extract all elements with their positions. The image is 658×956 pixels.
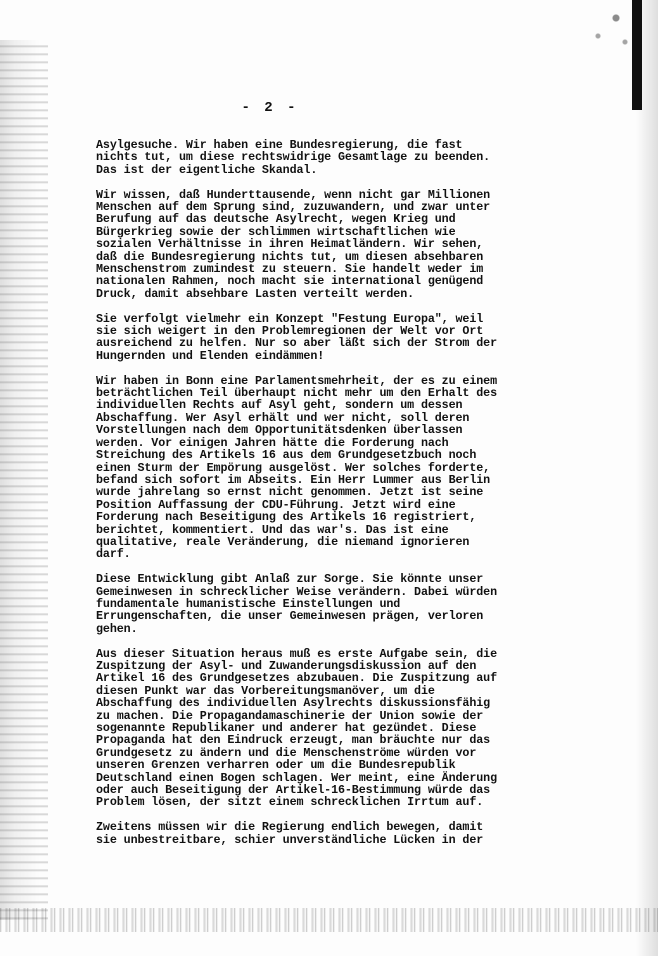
text-line: Gemeinwesen in schrecklicher Weise verändern. Dabei würden [96, 584, 497, 599]
text-line: Problem lösen, der sitzt einem schrecklichen Irrtum auf. [96, 795, 484, 810]
text-line: Errungenschaften, die unser Gemeinwesen prägen, verloren [96, 609, 484, 624]
text-line: gehen. [96, 621, 138, 636]
paragraph [96, 375, 536, 561]
text-line: berichtet, kommentiert. Und das war's. Das ist eine [96, 522, 449, 537]
paragraph [96, 189, 536, 301]
text-line: Forderung nach Beseitigung des Artikels 16 registriert, [96, 510, 477, 525]
paragraph [96, 821, 536, 846]
page-number: - 2 - [241, 100, 299, 116]
text-line: Das ist der eigentliche Skandal. [96, 162, 318, 177]
text-line: Zweitens müssen wir die Regierung endlich bewegen, damit [96, 820, 484, 835]
document-body [96, 139, 536, 858]
text-line: unseren Grenzen verharren oder um die Bundesrepublik [96, 758, 456, 773]
paragraph [96, 313, 536, 363]
paragraph [96, 139, 536, 176]
text-line: werden. Vor einigen Jahren hätte die Forderung nach [96, 435, 449, 450]
text-line: darf. [96, 547, 131, 562]
text-line: Aus dieser Situation heraus muß es erste Aufgabe sein, die [96, 646, 497, 661]
text-line: Wir haben in Bonn eine Parlamentsmehrheit, der es zu einem [96, 373, 497, 388]
text-line: Propaganda hat den Eindruck erzeugt, man bräuchte nur das [96, 733, 491, 748]
text-line: Asylgesuche. Wir haben eine Bundesregierung, die fast [96, 138, 463, 152]
text-line: wurde jahrelang so ernst nicht genommen. Jetzt ist seine [96, 485, 484, 500]
text-line: beträchtlichen Teil überhaupt nicht mehr um den Erhalt des [96, 386, 497, 401]
text-line: sogenannte Republikaner und anderer hat gezündet. Diese [96, 721, 477, 736]
text-line: Wir wissen, daß Hunderttausende, wenn nicht gar Millionen [96, 187, 491, 202]
text-line: Druck, damit absehbare Lasten verteilt werden. [96, 286, 415, 301]
text-line: individuellen Rechts auf Asyl geht, sondern um dessen [96, 398, 463, 413]
text-line: ausreichend zu helfen. Nur so aber läßt sich der Strom der [96, 336, 497, 351]
text-line: diesen Punkt war das Vorbereitungsmanöver, um die [96, 683, 435, 698]
text-line: Position Auffassung der CDU-Führung. Jetzt wird eine [96, 497, 456, 512]
text-line: nationalen Rahmen, noch macht sie international genügend [96, 274, 484, 289]
text-line: Streichung des Artikels 16 aus dem Grundgesetzbuch noch [96, 448, 477, 463]
text-line: daß die Bundesregierung nichts tut, um diesen absehbaren [96, 249, 484, 264]
text-line: befand sich sofort im Abseits. Ein Herr Lummer aus Berlin [96, 472, 491, 487]
text-line: Bürgerkrieg sowie der schlimmen wirtschaftlichen wie [96, 224, 456, 239]
text-line: fundamentale humanistische Einstellungen und [96, 596, 401, 611]
text-line: Sie verfolgt vielmehr ein Konzept "Festung Europa", weil [96, 311, 484, 326]
text-line: Menschenstrom zumindest zu steuern. Sie handelt weder im [96, 262, 484, 277]
text-line: Menschen auf dem Sprung sind, zuzuwandern, und zwar unter [96, 200, 491, 215]
scan-noise-bottom-edge [0, 908, 658, 932]
text-line: Diese Entwicklung gibt Anlaß zur Sorge. Sie könnte unser [96, 572, 484, 587]
scan-noise-left-edge [0, 40, 48, 920]
text-line: Berufung auf das deutsche Asylrecht, wegen Krieg und [96, 212, 456, 227]
text-line: Abschaffung des individuellen Asylrechts diskussionsfähig [96, 696, 491, 711]
text-line: einen Sturm der Empörung ausgelöst. Wer solches forderte, [96, 460, 491, 475]
text-line: Artikel 16 des Grundgesetzes abzubauen. Die Zuspitzung auf [96, 671, 497, 686]
scan-shadow-right-edge [632, 0, 658, 956]
text-line: Abschaffung. Wer Asyl erhält und wer nicht, soll deren [96, 410, 470, 425]
text-line: Vorstellungen nach dem Opportunitätsdenken überlassen [96, 423, 463, 438]
scan-speckle-top-right [574, 0, 634, 60]
text-line: Deutschland einen Bogen schlagen. Wer meint, eine Änderung [96, 770, 497, 785]
text-line: oder auch Beseitigung der Artikel-16-Bestimmung würde das [96, 783, 491, 798]
text-line: Hungernden und Elenden eindämmen! [96, 348, 325, 363]
text-line: sie sich weigert in den Problemregionen der Welt vor Ort [96, 324, 484, 339]
text-line: zu machen. Die Propagandamaschinerie der Union sowie der [96, 708, 484, 723]
text-line: qualitative, reale Veränderung, die niemand ignorieren [96, 534, 470, 549]
text-line: nichts tut, um diese rechtswidrige Gesamtlage zu beenden. [96, 150, 491, 165]
text-line: Grundgesetz zu ändern und die Menschenströme würden vor [96, 745, 477, 760]
paragraph [96, 573, 536, 635]
text-line: sie unbestreitbare, schier unverständliche Lücken in der [96, 832, 484, 847]
text-line: Zuspitzung der Asyl- und Zuwanderungsdiskussion auf den [96, 658, 477, 673]
text-line: sozialen Verhältnisse in ihren Heimatländern. Wir sehen, [96, 237, 484, 252]
paragraph [96, 648, 536, 809]
